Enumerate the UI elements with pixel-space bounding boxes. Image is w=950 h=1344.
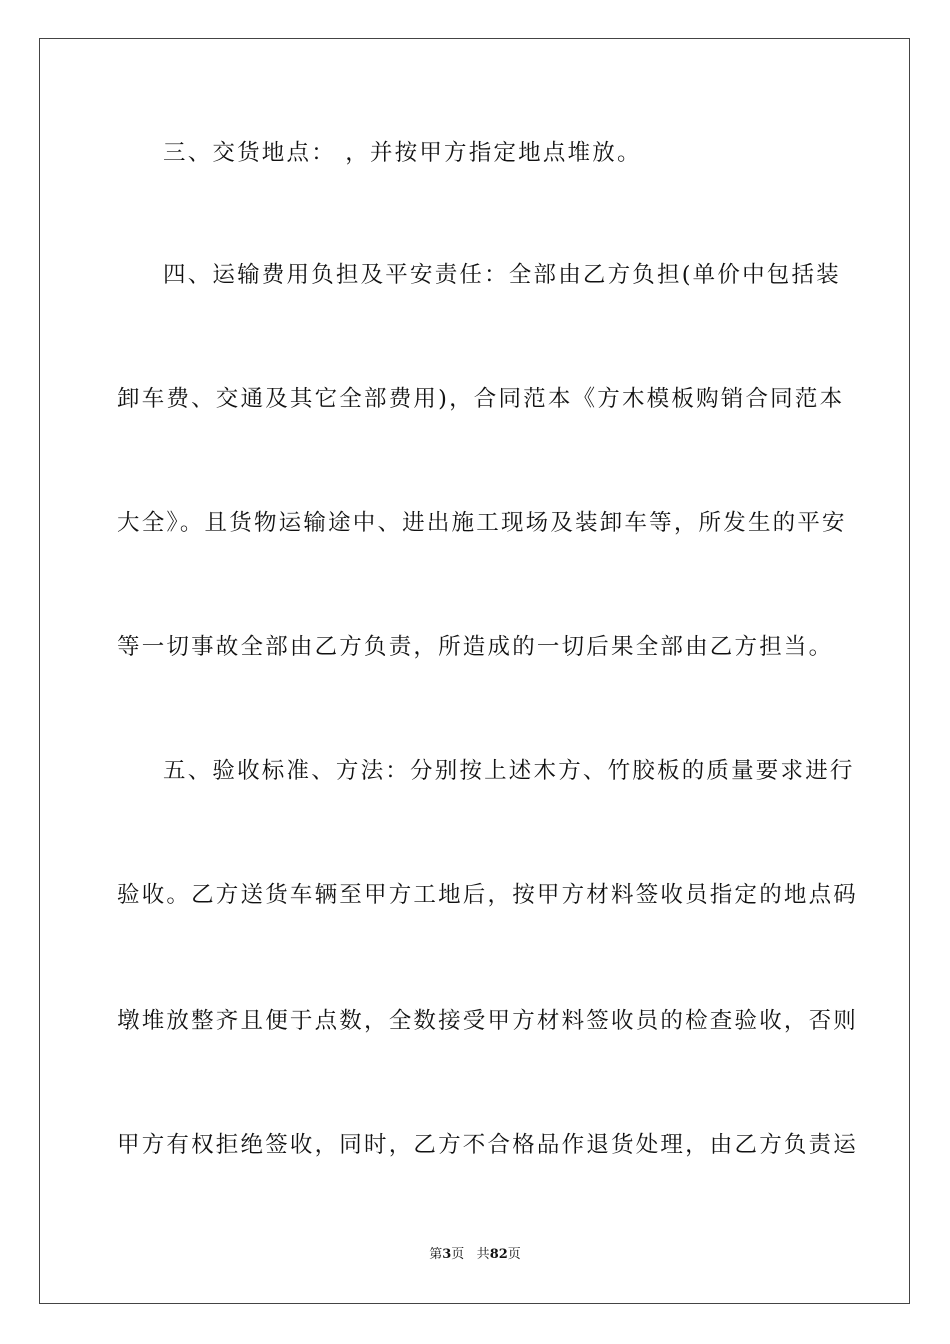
text-line-7: 验收。乙方送货车辆至甲方工地后，按甲方材料签收员指定的地点码 (117, 882, 859, 908)
text-line-3: 卸车费、交通及其它全部费用)，合同范本《方木模板购销合同范本 (117, 386, 845, 412)
text-line-1: 三、交货地点： ，并按甲方指定地点堆放。 (163, 140, 642, 166)
footer-page-number: 3 (442, 1247, 452, 1262)
text-line-8: 墩堆放整齐且便于点数，全数接受甲方材料签收员的检查验收，否则 (117, 1008, 859, 1034)
text-line-4: 大全》。且货物运输途中、进出施工现场及装卸车等，所发生的平安 (117, 510, 847, 536)
footer-page-suffix: 页 (451, 1247, 465, 1262)
footer-page-prefix: 第 (429, 1247, 443, 1262)
footer-total-prefix: 共 (476, 1247, 490, 1262)
text-line-5: 等一切事故全部由乙方负责，所造成的一切后果全部由乙方担当。 (117, 634, 834, 660)
page-frame (39, 38, 910, 1304)
text-line-6: 五、验收标准、方法：分别按上述木方、竹胶板的质量要求进行 (163, 758, 855, 784)
footer-total-pages: 82 (489, 1247, 508, 1262)
page-footer (0, 1246, 950, 1264)
footer-total-suffix: 页 (507, 1247, 521, 1262)
text-line-9: 甲方有权拒绝签收，同时，乙方不合格品作退货处理，由乙方负责运 (117, 1132, 859, 1158)
text-line-2: 四、运输费用负担及平安责任：全部由乙方负担(单价中包括装 (163, 262, 841, 288)
